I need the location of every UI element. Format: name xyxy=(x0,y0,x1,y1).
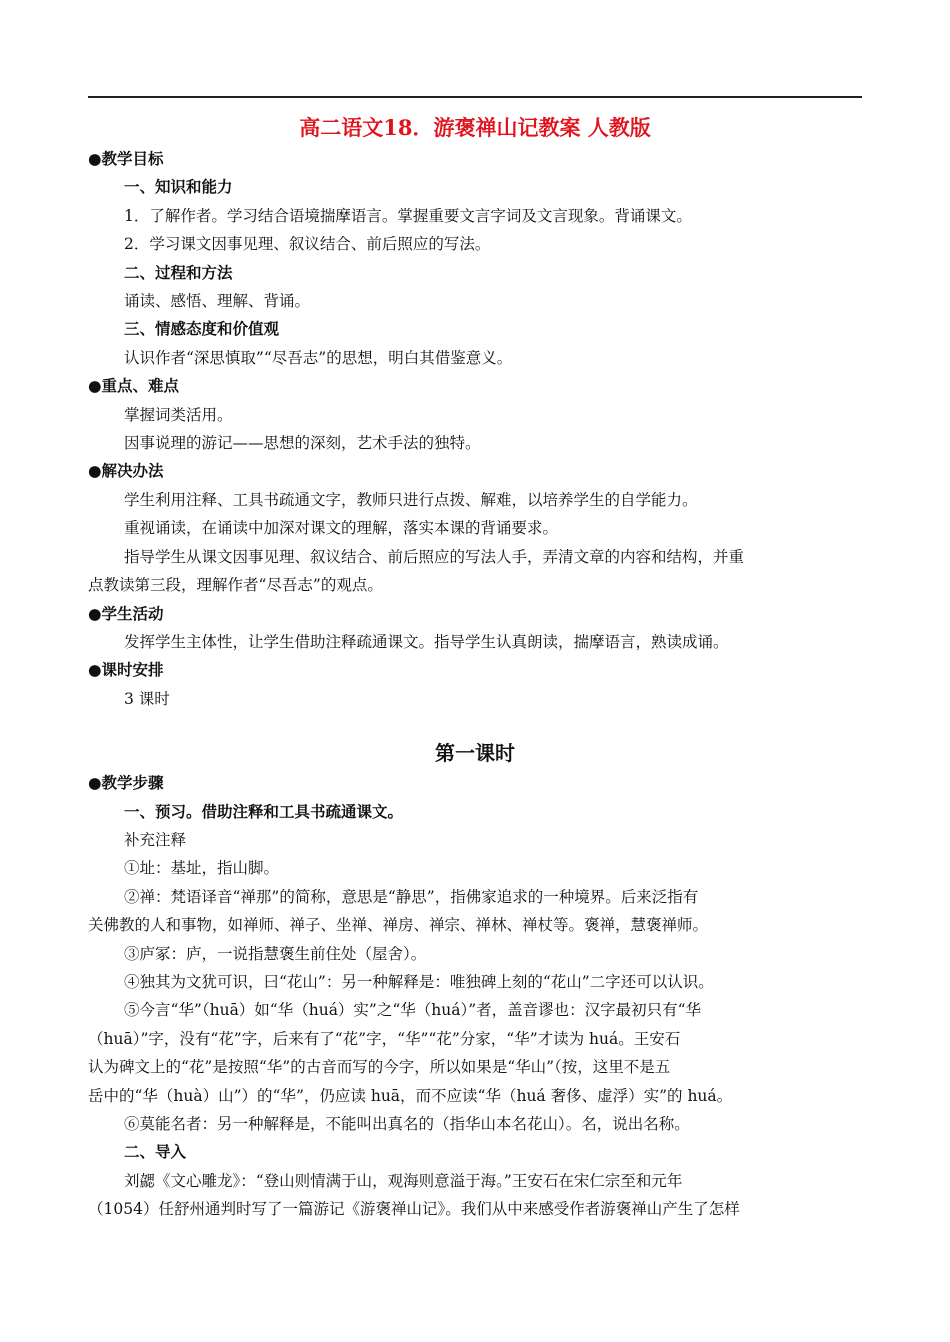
section-heading-keypoints: ●重点、难点 xyxy=(88,376,180,396)
document-page xyxy=(88,96,862,1224)
note-item: ③庐冢：庐，一说指慧褒生前住处（屋舍）。 xyxy=(124,944,427,963)
section-heading-activities: ●学生活动 xyxy=(88,603,164,623)
section-heading-solutions: ●解决办法 xyxy=(88,461,164,481)
paragraph: 刘勰《文心雕龙》：“登山则情满于山，观海则意溢于海。”王安石在宋仁宗至和元年 xyxy=(124,1171,683,1190)
paragraph: 补充注释 xyxy=(124,830,187,849)
note-item: ④独其为文犹可识，曰“花山”：另一种解释是：唯独碑上刻的“花山”二字还可以认识。 xyxy=(124,972,714,991)
lesson-title: 第一课时 xyxy=(435,741,515,766)
subheading-intro: 二、导入 xyxy=(124,1142,187,1162)
paragraph-continued: （1054）任舒州通判时写了一篇游记《游褒禅山记》。我们从中来感受作者游褒禅山产生了怎样 xyxy=(88,1200,740,1219)
note-item: ②禅：梵语译音“禅那”的简称，意思是“静思”，指佛家追求的一种境界。后来泛指有 xyxy=(124,887,699,906)
note-item-continued: （huā）”字，没有“花”字，后来有了“花”字，“华”“花”分家，“华”才读为 huá。王安石 xyxy=(88,1029,681,1048)
paragraph: 掌握词类活用。 xyxy=(124,405,233,424)
note-item: ①址：基址，指山脚。 xyxy=(124,859,280,878)
paragraph: 指导学生从课文因事见理、叙议结合、前后照应的写法人手，弄清文章的内容和结构，并重 xyxy=(124,547,745,566)
document-title: 高二语文18．游褒禅山记教案 人教版 xyxy=(299,115,651,140)
paragraph: 因事说理的游记——思想的深刻，艺术手法的独特。 xyxy=(124,434,481,453)
subheading-preview: 一、预习。借助注释和工具书疏通课文。 xyxy=(124,801,404,821)
paragraph: 3 课时 xyxy=(124,689,170,708)
section-heading-steps: ●教学步骤 xyxy=(88,773,164,793)
paragraph: 发挥学生主体性，让学生借助注释疏通课文。指导学生认真朗读，揣摩语言，熟读成诵。 xyxy=(124,632,729,651)
section-heading-goals: ●教学目标 xyxy=(88,149,164,168)
note-item: ⑥莫能名者：另一种解释是，不能叫出真名的（指华山本名花山）。名，说出名称。 xyxy=(124,1115,690,1133)
note-item: ⑤今言“华”（huā）如“华（huá）实”之“华（huá）”者，盖音谬也：汉字最初只有“华 xyxy=(124,1001,702,1020)
note-item-continued: 认为碑文上的“花”是按照“华”的古音而写的今字，所以如果是“华山”（按，这里不是五 xyxy=(88,1058,671,1077)
paragraph: 1．了解作者。学习结合语境揣摩语言。掌握重要文言字词及文言现象。背诵课文。 xyxy=(124,206,692,225)
note-item-continued: 岳中的“华（huà）山”）的“华”，仍应读 huā，而不应读“华（huá 奢侈、虚浮）实”的 huá。 xyxy=(88,1086,733,1105)
subheading-knowledge: 一、知识和能力 xyxy=(124,177,233,197)
paragraph: 重视诵读，在诵读中加深对课文的理解，落实本课的背诵要求。 xyxy=(124,519,559,538)
paragraph: 诵读、感悟、理解、背诵。 xyxy=(124,292,311,311)
paragraph: 认识作者“深思慎取”“尽吾志”的思想，明白其借鉴意义。 xyxy=(124,348,513,367)
paragraph-continued: 点教读第三段，理解作者“尽吾志”的观点。 xyxy=(88,576,383,595)
paragraph: 2．学习课文因事见理、叙议结合、前后照应的写法。 xyxy=(124,235,491,254)
note-item-continued: 关佛教的人和事物，如禅师、禅子、坐禅、禅房、禅宗、禅林、禅杖等。褒禅，慧褒禅师。 xyxy=(88,916,709,935)
subheading-values: 三、情感态度和价值观 xyxy=(124,319,280,339)
paragraph: 学生利用注释、工具书疏通文字，教师只进行点拨、解难，以培养学生的自学能力。 xyxy=(124,490,698,509)
section-heading-schedule: ●课时安排 xyxy=(88,660,164,680)
subheading-process: 二、过程和方法 xyxy=(124,262,233,282)
header-rule xyxy=(88,96,862,98)
